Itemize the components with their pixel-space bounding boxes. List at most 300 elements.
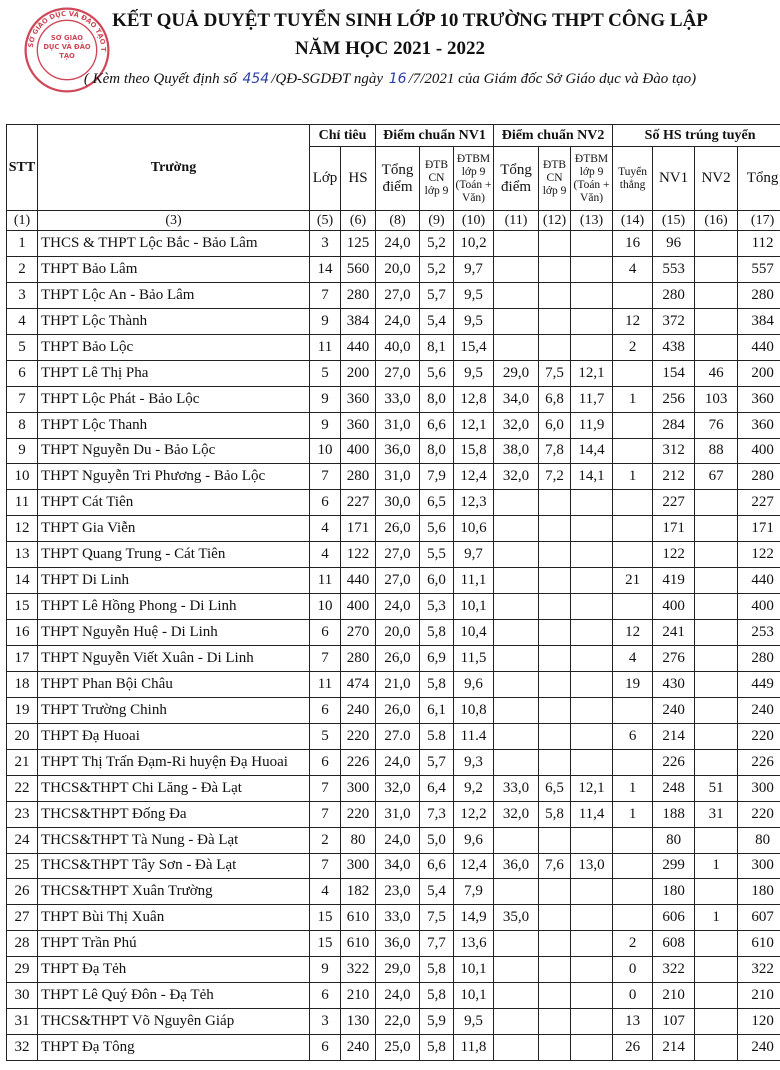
table-cell: 5,2: [420, 256, 454, 282]
table-cell: 557: [738, 256, 780, 282]
table-cell: 9,7: [454, 256, 494, 282]
table-cell: 27.0: [376, 723, 420, 749]
header-nv2-dtb: ĐTB CN lớp 9: [539, 147, 571, 211]
table-cell: [571, 516, 613, 542]
table-row: [7, 282, 780, 308]
table-cell: 606: [653, 905, 695, 931]
table-cell: [571, 542, 613, 568]
table-cell: 280: [738, 464, 780, 490]
table-cell: 4: [310, 516, 341, 542]
header-nv1-dtbm: ĐTBM lớp 9 (Toán + Văn): [454, 147, 494, 211]
table-cell: 240: [653, 697, 695, 723]
table-cell: 112: [738, 231, 780, 257]
table-cell: [695, 256, 738, 282]
header-adm-nv2: NV2: [695, 147, 738, 211]
table-cell: 10,6: [454, 516, 494, 542]
table-cell: 26,0: [376, 697, 420, 723]
column-number: (8): [376, 211, 420, 231]
table-cell: 107: [653, 1009, 695, 1035]
table-row: [7, 905, 780, 931]
table-cell: 13: [7, 542, 38, 568]
table-cell: [571, 646, 613, 672]
table-cell: 15: [7, 594, 38, 620]
table-cell: 7: [310, 853, 341, 879]
table-body: [7, 231, 780, 1061]
decision-text-2: /QĐ-SGDĐT ngày: [271, 71, 384, 87]
table-cell: 9: [310, 386, 341, 412]
table-cell: 10,8: [454, 697, 494, 723]
table-cell: 7: [310, 646, 341, 672]
table-cell: [539, 490, 571, 516]
table-cell: 5: [7, 334, 38, 360]
table-cell: [539, 983, 571, 1009]
table-cell: [571, 256, 613, 282]
table-cell: 10: [7, 464, 38, 490]
table-cell: 32,0: [494, 412, 539, 438]
table-cell: 171: [653, 516, 695, 542]
table-cell: 12: [7, 516, 38, 542]
table-cell: 26,0: [376, 516, 420, 542]
table-cell: 227: [653, 490, 695, 516]
table-cell: 36,0: [376, 438, 420, 464]
table-cell: 280: [738, 282, 780, 308]
table-cell: [494, 749, 539, 775]
table-cell: 256: [653, 386, 695, 412]
table-cell: 7: [310, 464, 341, 490]
table-cell: 24: [7, 827, 38, 853]
table-cell: 33,0: [376, 386, 420, 412]
table-cell: 19: [613, 671, 653, 697]
school-name-cell: THPT Gia Viễn: [38, 516, 310, 542]
table-cell: 372: [653, 308, 695, 334]
table-cell: [539, 646, 571, 672]
table-cell: [695, 1035, 738, 1061]
table-cell: 6: [7, 360, 38, 386]
table-cell: 12,4: [454, 853, 494, 879]
table-cell: 226: [738, 749, 780, 775]
table-cell: 300: [341, 775, 376, 801]
table-cell: 96: [653, 231, 695, 257]
table-cell: 34,0: [494, 386, 539, 412]
table-cell: 438: [653, 334, 695, 360]
header-nv2-dtbm: ĐTBM lớp 9 (Toán + Văn): [571, 147, 613, 211]
table-cell: 27,0: [376, 282, 420, 308]
school-name-cell: THPT Nguyễn Viết Xuân - Di Linh: [38, 646, 310, 672]
table-cell: 4: [613, 256, 653, 282]
table-row: [7, 438, 780, 464]
table-cell: 7,5: [539, 360, 571, 386]
column-number-row: [7, 211, 780, 231]
column-number: (15): [653, 211, 695, 231]
table-cell: [695, 723, 738, 749]
table-cell: 33,0: [494, 775, 539, 801]
school-name-cell: THPT Lộc Thanh: [38, 412, 310, 438]
table-cell: [613, 438, 653, 464]
table-cell: 227: [738, 490, 780, 516]
table-cell: 360: [341, 386, 376, 412]
table-cell: [571, 671, 613, 697]
table-cell: 13,6: [454, 931, 494, 957]
table-cell: 13: [613, 1009, 653, 1035]
table-cell: 440: [738, 334, 780, 360]
table-cell: [539, 827, 571, 853]
table-row: [7, 360, 780, 386]
table-cell: 13,0: [571, 853, 613, 879]
table-cell: [613, 827, 653, 853]
table-cell: 25: [7, 853, 38, 879]
table-row: [7, 256, 780, 282]
table-cell: 31: [695, 801, 738, 827]
table-cell: 7,2: [539, 464, 571, 490]
table-cell: 608: [653, 931, 695, 957]
school-name-cell: THPT Lộc Phát - Bảo Lộc: [38, 386, 310, 412]
table-cell: 6,1: [420, 697, 454, 723]
column-number: (13): [571, 211, 613, 231]
table-cell: 400: [738, 438, 780, 464]
table-cell: [494, 1035, 539, 1061]
table-cell: 5: [310, 360, 341, 386]
table-cell: 14: [310, 256, 341, 282]
table-cell: 4: [310, 879, 341, 905]
table-cell: 214: [653, 723, 695, 749]
table-cell: [695, 827, 738, 853]
school-name-cell: THPT Di Linh: [38, 568, 310, 594]
table-cell: [695, 983, 738, 1009]
table-cell: [571, 983, 613, 1009]
table-cell: 5,7: [420, 282, 454, 308]
table-cell: 122: [341, 542, 376, 568]
header-adm-total: Tổng: [738, 147, 780, 211]
header-adm-nv1: NV1: [653, 147, 695, 211]
table-cell: [613, 594, 653, 620]
table-cell: 9,5: [454, 308, 494, 334]
table-cell: 1: [613, 464, 653, 490]
header-nv1: Điểm chuẩn NV1: [376, 125, 494, 147]
school-name-cell: THPT Bùi Thị Xuân: [38, 905, 310, 931]
table-cell: 80: [653, 827, 695, 853]
table-cell: 200: [738, 360, 780, 386]
table-row: [7, 697, 780, 723]
table-cell: 1: [613, 801, 653, 827]
table-cell: 15: [310, 905, 341, 931]
table-row: [7, 801, 780, 827]
table-cell: 80: [341, 827, 376, 853]
table-cell: 241: [653, 620, 695, 646]
column-number: (10): [454, 211, 494, 231]
school-name-cell: THPT Bảo Lộc: [38, 334, 310, 360]
table-cell: 226: [341, 749, 376, 775]
table-cell: 5,8: [420, 983, 454, 1009]
table-cell: 5,6: [420, 360, 454, 386]
table-cell: 171: [738, 516, 780, 542]
table-cell: [494, 308, 539, 334]
school-name-cell: THPT Lê Thị Pha: [38, 360, 310, 386]
table-cell: [494, 931, 539, 957]
table-cell: 5,8: [420, 671, 454, 697]
table-cell: [695, 490, 738, 516]
header-admitted: Số HS trúng tuyển: [613, 125, 780, 147]
table-cell: 3: [7, 282, 38, 308]
table-cell: 10: [310, 594, 341, 620]
table-cell: 9,3: [454, 749, 494, 775]
school-name-cell: THPT Đạ Tẻh: [38, 957, 310, 983]
table-cell: 2: [310, 827, 341, 853]
school-name-cell: THPT Đạ Tông: [38, 1035, 310, 1061]
table-cell: 322: [653, 957, 695, 983]
table-cell: 6,6: [420, 853, 454, 879]
table-cell: 7: [310, 775, 341, 801]
table-cell: 360: [738, 386, 780, 412]
table-row: [7, 646, 780, 672]
table-cell: [494, 879, 539, 905]
table-cell: 7: [310, 801, 341, 827]
school-name-cell: THPT Lê Hồng Phong - Di Linh: [38, 594, 310, 620]
table-cell: [613, 542, 653, 568]
table-cell: 9: [7, 438, 38, 464]
table-cell: 9,5: [454, 360, 494, 386]
table-cell: 2: [613, 931, 653, 957]
table-cell: 11,5: [454, 646, 494, 672]
table-cell: [494, 671, 539, 697]
decision-text-1: ( Kèm theo Quyết định số: [83, 71, 237, 87]
school-name-cell: THPT Lộc An - Bảo Lâm: [38, 282, 310, 308]
table-cell: [494, 697, 539, 723]
table-cell: 26: [7, 879, 38, 905]
table-cell: 607: [738, 905, 780, 931]
table-cell: 5,4: [420, 879, 454, 905]
header-direct: Tuyển thẳng: [613, 147, 653, 211]
table-cell: 7,9: [454, 879, 494, 905]
table-cell: 430: [653, 671, 695, 697]
table-cell: 80: [738, 827, 780, 853]
table-cell: 6,5: [539, 775, 571, 801]
table-cell: 6,8: [539, 386, 571, 412]
table-cell: 5: [310, 723, 341, 749]
table-cell: 0: [613, 983, 653, 1009]
table-row: [7, 879, 780, 905]
table-cell: 220: [738, 723, 780, 749]
table-cell: 11,9: [571, 412, 613, 438]
column-number: (14): [613, 211, 653, 231]
table-row: [7, 490, 780, 516]
table-cell: [571, 594, 613, 620]
table-row: [7, 957, 780, 983]
column-number: (6): [341, 211, 376, 231]
table-cell: [613, 360, 653, 386]
table-cell: [695, 542, 738, 568]
table-cell: [571, 568, 613, 594]
table-cell: [539, 723, 571, 749]
table-cell: 25,0: [376, 1035, 420, 1061]
table-cell: [571, 620, 613, 646]
table-cell: 180: [738, 879, 780, 905]
table-cell: [571, 749, 613, 775]
table-cell: [695, 671, 738, 697]
table-cell: 6,9: [420, 646, 454, 672]
table-cell: 280: [341, 464, 376, 490]
table-cell: [613, 697, 653, 723]
table-cell: 24,0: [376, 231, 420, 257]
table-cell: 12,2: [454, 801, 494, 827]
table-cell: 17: [7, 646, 38, 672]
table-cell: 322: [738, 957, 780, 983]
table-cell: [539, 334, 571, 360]
table-cell: [494, 646, 539, 672]
table-cell: 220: [341, 723, 376, 749]
table-cell: 19: [7, 697, 38, 723]
table-cell: 553: [653, 256, 695, 282]
table-row: [7, 1009, 780, 1035]
table-cell: 33,0: [376, 905, 420, 931]
table-cell: 440: [738, 568, 780, 594]
table-cell: 300: [738, 775, 780, 801]
table-cell: 10,2: [454, 231, 494, 257]
table-cell: 29: [7, 957, 38, 983]
table-cell: 2: [7, 256, 38, 282]
table-cell: 40,0: [376, 334, 420, 360]
table-cell: 280: [341, 646, 376, 672]
table-cell: 240: [738, 1035, 780, 1061]
table-cell: 7,5: [420, 905, 454, 931]
table-cell: [695, 931, 738, 957]
table-cell: 10: [310, 438, 341, 464]
table-cell: 8,0: [420, 438, 454, 464]
table-cell: 1: [695, 905, 738, 931]
table-cell: 16: [613, 231, 653, 257]
table-cell: [539, 282, 571, 308]
table-cell: 6: [310, 697, 341, 723]
table-cell: 270: [341, 620, 376, 646]
table-row: [7, 386, 780, 412]
table-cell: 9: [310, 412, 341, 438]
table-cell: 449: [738, 671, 780, 697]
table-cell: 1: [613, 775, 653, 801]
table-cell: 11,1: [454, 568, 494, 594]
table-cell: 14,1: [571, 464, 613, 490]
table-cell: [539, 542, 571, 568]
table-cell: [695, 334, 738, 360]
table-cell: 220: [341, 801, 376, 827]
table-row: [7, 671, 780, 697]
table-cell: [695, 1009, 738, 1035]
table-cell: [613, 412, 653, 438]
table-cell: 6,0: [420, 568, 454, 594]
table-cell: 1: [7, 231, 38, 257]
table-cell: 36,0: [376, 931, 420, 957]
table-cell: 24,0: [376, 594, 420, 620]
table-cell: [613, 905, 653, 931]
table-cell: 9,6: [454, 671, 494, 697]
table-cell: 11.4: [454, 723, 494, 749]
school-name-cell: THCS&THPT Tà Nung - Đà Lạt: [38, 827, 310, 853]
table-cell: [571, 957, 613, 983]
table-cell: 226: [653, 749, 695, 775]
table-cell: 210: [341, 983, 376, 1009]
table-cell: 384: [738, 308, 780, 334]
table-cell: 3: [310, 231, 341, 257]
table-cell: 284: [653, 412, 695, 438]
table-cell: [613, 490, 653, 516]
table-cell: 15,8: [454, 438, 494, 464]
table-cell: 560: [341, 256, 376, 282]
table-cell: 24,0: [376, 308, 420, 334]
table-cell: 11,8: [454, 1035, 494, 1061]
school-name-cell: THCS&THPT Tây Sơn - Đà Lạt: [38, 853, 310, 879]
school-name-cell: THPT Bảo Lâm: [38, 256, 310, 282]
table-cell: 11: [7, 490, 38, 516]
table-cell: [695, 646, 738, 672]
table-cell: 20: [7, 723, 38, 749]
table-cell: 1: [695, 853, 738, 879]
school-name-cell: THCS&THPT Chi Lăng - Đà Lạt: [38, 775, 310, 801]
table-cell: 5,0: [420, 827, 454, 853]
table-cell: 180: [653, 879, 695, 905]
table-cell: 18: [7, 671, 38, 697]
table-cell: 7,7: [420, 931, 454, 957]
table-cell: 6,0: [539, 412, 571, 438]
table-cell: 5,8: [420, 957, 454, 983]
table-cell: 29,0: [376, 957, 420, 983]
table-cell: 182: [341, 879, 376, 905]
table-cell: 6: [310, 983, 341, 1009]
table-cell: 440: [341, 334, 376, 360]
table-cell: 29,0: [494, 360, 539, 386]
table-cell: 4: [7, 308, 38, 334]
table-cell: 28: [7, 931, 38, 957]
table-cell: [539, 620, 571, 646]
table-cell: 30: [7, 983, 38, 1009]
table-cell: 248: [653, 775, 695, 801]
table-cell: [494, 256, 539, 282]
table-cell: 6: [310, 620, 341, 646]
seal-ring-text: SỞ GIÁO DỤC VÀ ĐÀO TẠO T: [26, 9, 108, 52]
table-cell: [539, 231, 571, 257]
table-cell: 32,0: [494, 464, 539, 490]
table-cell: 36,0: [494, 853, 539, 879]
table-cell: 312: [653, 438, 695, 464]
table-cell: 6: [310, 1035, 341, 1061]
table-cell: [494, 1009, 539, 1035]
table-cell: [539, 308, 571, 334]
table-row: [7, 620, 780, 646]
table-cell: 32,0: [376, 775, 420, 801]
school-name-cell: THPT Lộc Thành: [38, 308, 310, 334]
table-cell: 23: [7, 801, 38, 827]
table-cell: 11,4: [571, 801, 613, 827]
table-cell: [571, 231, 613, 257]
school-name-cell: THPT Lê Quý Đôn - Đạ Tẻh: [38, 983, 310, 1009]
table-cell: 5,7: [420, 749, 454, 775]
table-cell: 12,1: [454, 412, 494, 438]
column-number: (1): [7, 211, 38, 231]
table-cell: 27,0: [376, 360, 420, 386]
school-name-cell: THCS&THPT Võ Nguyên Giáp: [38, 1009, 310, 1035]
table-cell: 26: [613, 1035, 653, 1061]
table-cell: 220: [738, 801, 780, 827]
table-cell: [571, 697, 613, 723]
header-quota: Chỉ tiêu: [310, 125, 376, 147]
table-cell: 1: [613, 386, 653, 412]
decision-reference: [0, 71, 780, 88]
table-row: [7, 516, 780, 542]
table-cell: 299: [653, 853, 695, 879]
admission-table: [6, 124, 780, 1061]
table-cell: [571, 490, 613, 516]
column-number: (11): [494, 211, 539, 231]
table-cell: 11,7: [571, 386, 613, 412]
school-name-cell: THPT Phan Bội Châu: [38, 671, 310, 697]
table-cell: 200: [341, 360, 376, 386]
